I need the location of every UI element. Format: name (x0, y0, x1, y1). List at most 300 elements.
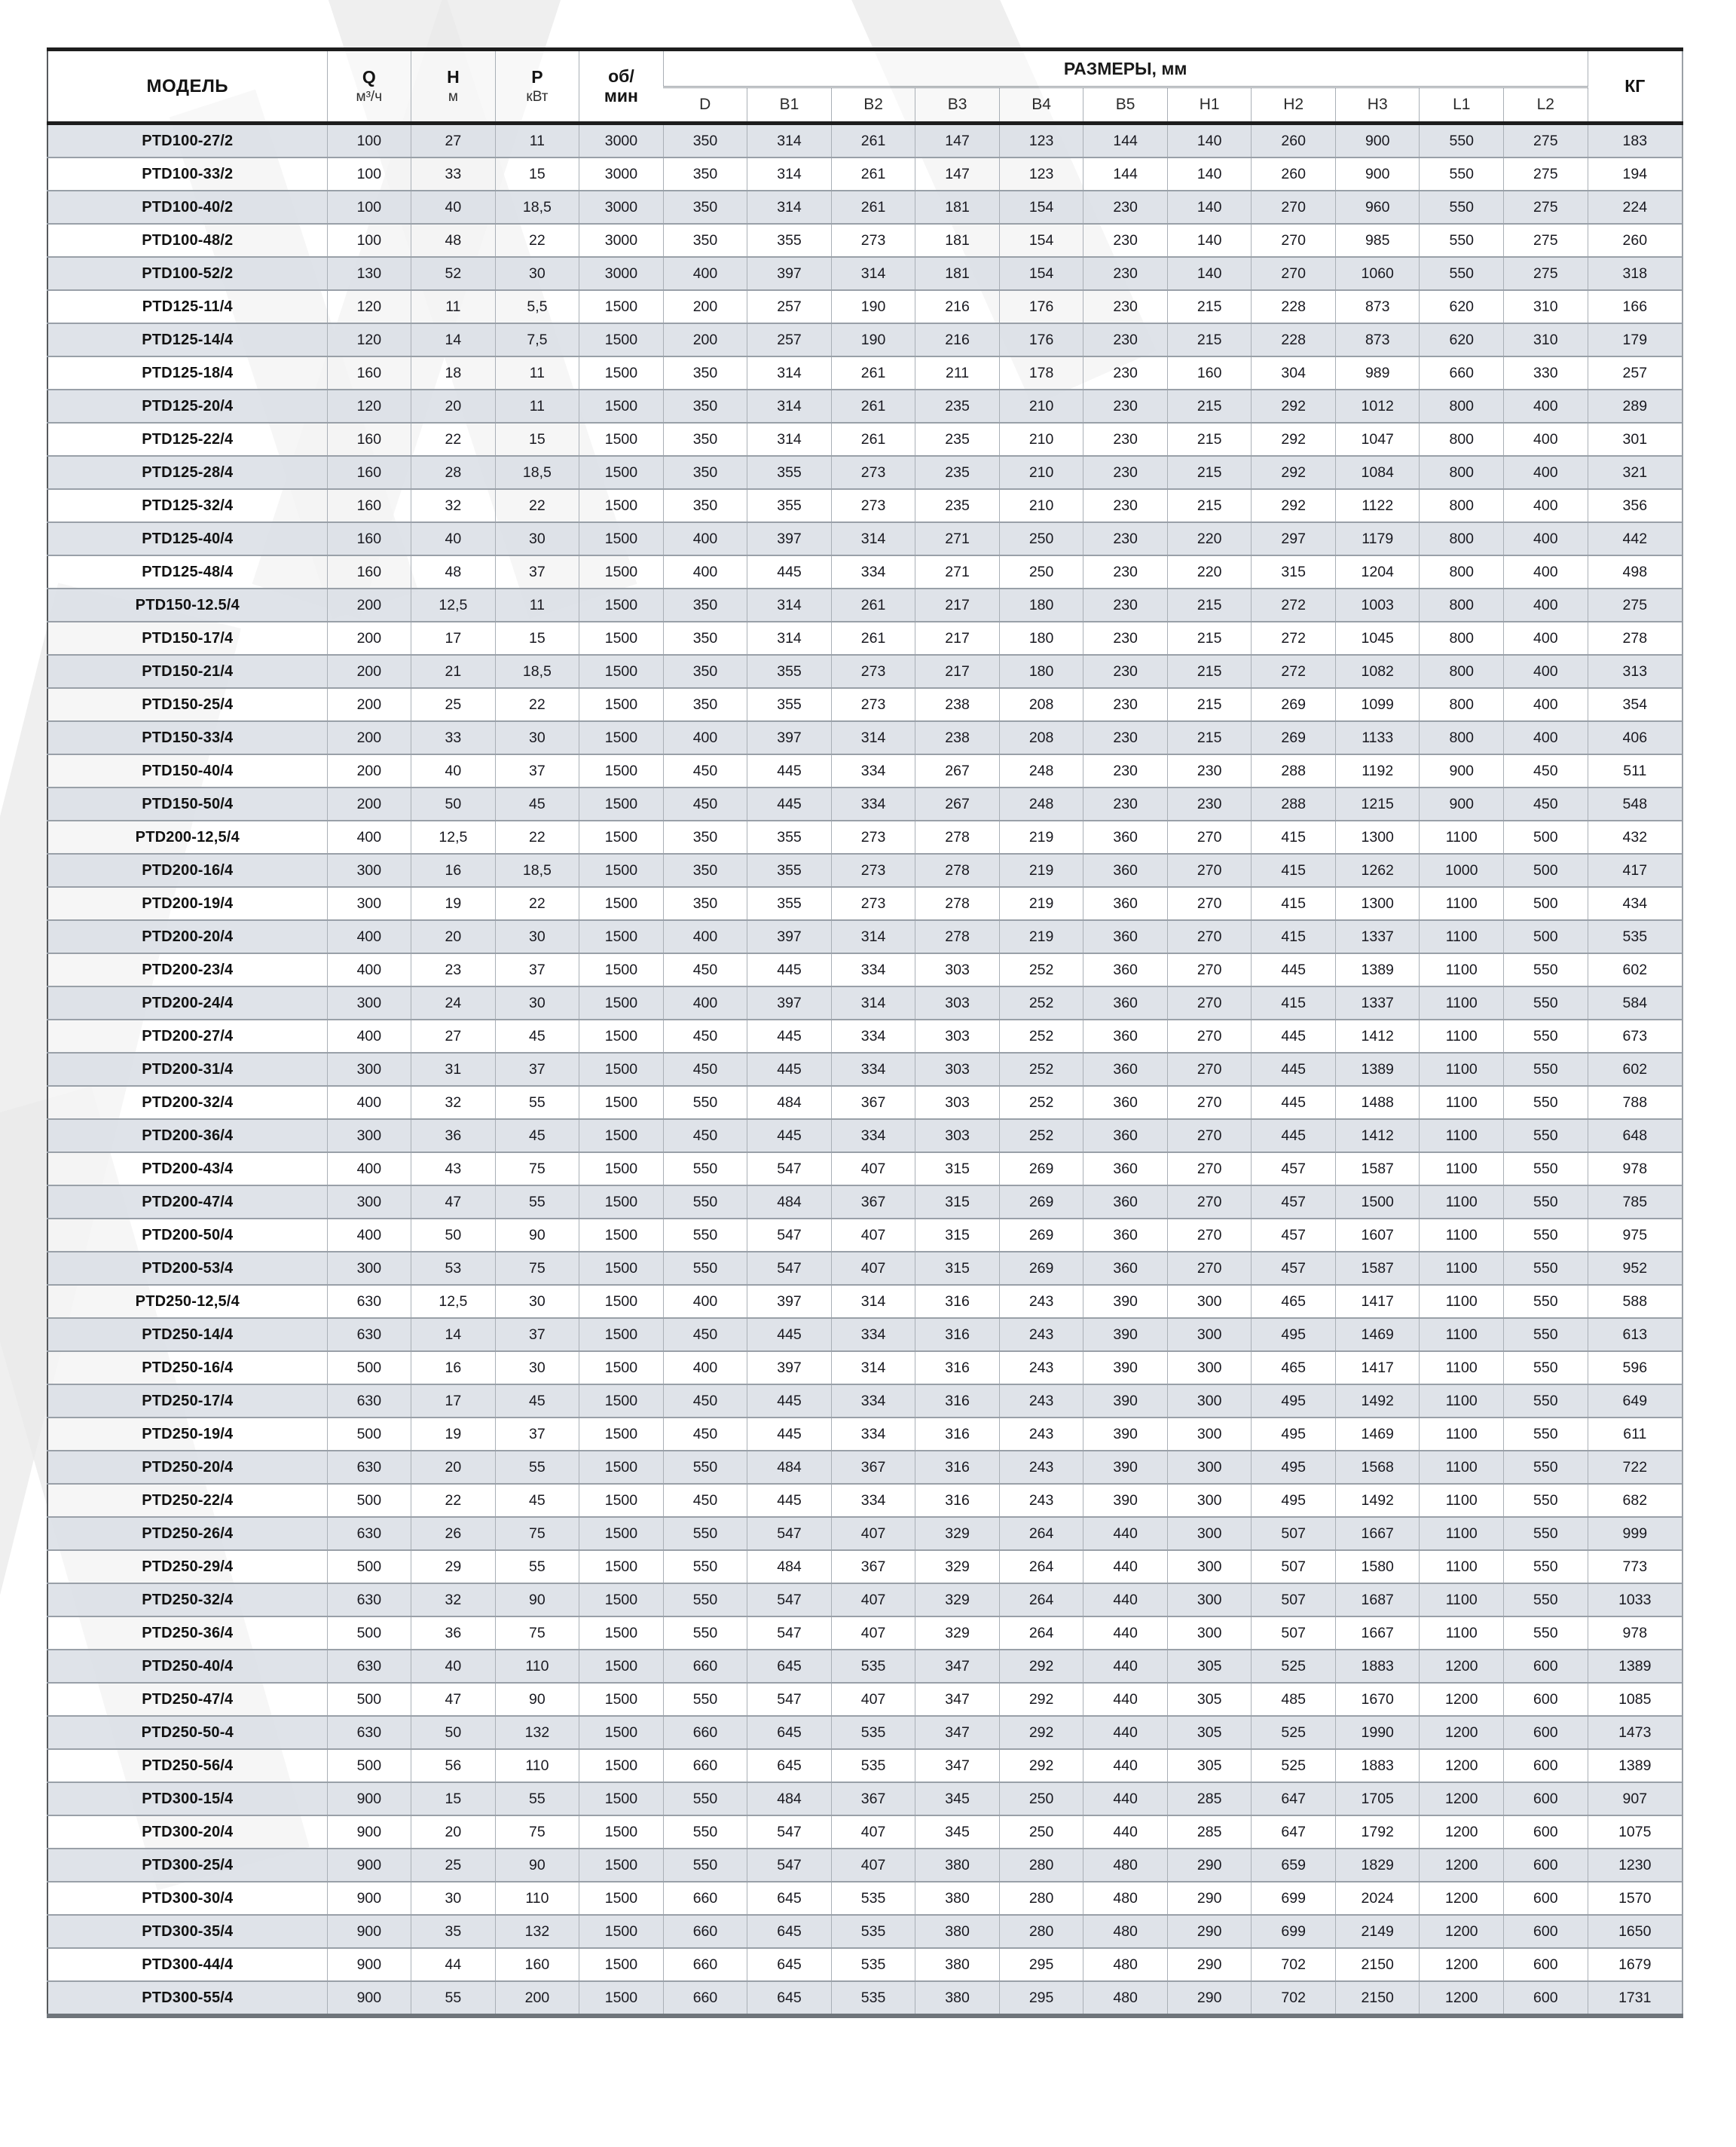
table-row (47, 655, 1683, 688)
value-cell: 224 (1588, 191, 1683, 224)
value-cell: 507 (1252, 1583, 1336, 1616)
model-cell: PTD250-26/4 (47, 1517, 327, 1550)
value-cell: 235 (915, 456, 1000, 489)
value-cell: 275 (1504, 124, 1588, 158)
value-cell: 1100 (1420, 1152, 1504, 1185)
value-cell: 415 (1252, 920, 1336, 953)
value-cell: 500 (1504, 821, 1588, 854)
value-cell: 380 (915, 1948, 1000, 1981)
value-cell: 140 (1167, 257, 1252, 290)
value-cell: 1337 (1335, 920, 1420, 953)
value-cell: 100 (327, 158, 411, 191)
value-cell: 673 (1588, 1020, 1683, 1053)
value-cell: 407 (831, 1152, 915, 1185)
value-cell: 230 (1083, 754, 1168, 788)
value-cell: 1082 (1335, 655, 1420, 688)
value-cell: 314 (747, 589, 832, 622)
value-cell: 278 (915, 854, 1000, 887)
value-cell: 345 (915, 1815, 1000, 1849)
value-cell: 1200 (1420, 1782, 1504, 1815)
value-cell: 181 (915, 224, 1000, 257)
value-cell: 1500 (1335, 1185, 1420, 1219)
model-cell: PTD300-30/4 (47, 1882, 327, 1915)
value-cell: 550 (1504, 1086, 1588, 1119)
value-cell: 900 (327, 1849, 411, 1882)
value-cell: 445 (747, 1418, 832, 1451)
value-cell: 18,5 (495, 456, 579, 489)
value-cell: 480 (1083, 1948, 1168, 1981)
model-cell: PTD125-14/4 (47, 323, 327, 356)
value-cell: 19 (411, 887, 496, 920)
table-row (47, 920, 1683, 953)
value-cell: 1100 (1420, 1318, 1504, 1351)
value-cell: 1500 (579, 1683, 664, 1716)
value-cell: 415 (1252, 986, 1336, 1020)
value-cell: 27 (411, 1020, 496, 1053)
value-cell: 273 (831, 655, 915, 688)
value-cell: 440 (1083, 1616, 1168, 1650)
value-cell: 228 (1252, 323, 1336, 356)
value-cell: 211 (915, 356, 1000, 390)
value-cell: 270 (1167, 887, 1252, 920)
value-cell: 547 (747, 1583, 832, 1616)
value-cell: 547 (747, 1252, 832, 1285)
value-cell: 261 (831, 158, 915, 191)
value-cell: 303 (915, 1053, 1000, 1086)
rpm-line1: об/ (608, 66, 634, 86)
value-cell: 270 (1252, 257, 1336, 290)
value-cell: 1500 (579, 1815, 664, 1849)
value-cell: 47 (411, 1683, 496, 1716)
value-cell: 400 (1504, 555, 1588, 589)
value-cell: 602 (1588, 1053, 1683, 1086)
value-cell: 550 (663, 1616, 747, 1650)
model-cell: PTD150-50/4 (47, 788, 327, 821)
value-cell: 235 (915, 489, 1000, 522)
value-cell: 25 (411, 1849, 496, 1882)
value-cell: 1500 (579, 1981, 664, 2016)
value-cell: 120 (327, 323, 411, 356)
value-cell: 278 (915, 821, 1000, 854)
model-cell: PTD150-17/4 (47, 622, 327, 655)
value-cell: 30 (495, 1351, 579, 1384)
value-cell: 12,5 (411, 1285, 496, 1318)
value-cell: 261 (831, 390, 915, 423)
value-cell: 547 (747, 1517, 832, 1550)
value-cell: 360 (1083, 1020, 1168, 1053)
value-cell: 1500 (579, 1285, 664, 1318)
value-cell: 314 (747, 622, 832, 655)
value-cell: 550 (1504, 1318, 1588, 1351)
value-cell: 1500 (579, 1185, 664, 1219)
value-cell: 300 (327, 1053, 411, 1086)
value-cell: 400 (1504, 456, 1588, 489)
value-cell: 45 (495, 788, 579, 821)
value-cell: 48 (411, 555, 496, 589)
value-cell: 445 (1252, 1053, 1336, 1086)
value-cell: 978 (1588, 1152, 1683, 1185)
value-cell: 800 (1420, 688, 1504, 721)
value-cell: 330 (1504, 356, 1588, 390)
value-cell: 450 (663, 1020, 747, 1053)
value-cell: 22 (495, 688, 579, 721)
value-cell: 457 (1252, 1252, 1336, 1285)
model-cell: PTD250-17/4 (47, 1384, 327, 1418)
value-cell: 180 (999, 589, 1083, 622)
value-cell: 140 (1167, 124, 1252, 158)
value-cell: 110 (495, 1650, 579, 1683)
value-cell: 480 (1083, 1849, 1168, 1882)
value-cell: 450 (663, 1119, 747, 1152)
model-cell: PTD250-56/4 (47, 1749, 327, 1782)
value-cell: 485 (1252, 1683, 1336, 1716)
value-cell: 1100 (1420, 1517, 1504, 1550)
value-cell: 219 (999, 821, 1083, 854)
value-cell: 243 (999, 1418, 1083, 1451)
value-cell: 1500 (579, 1550, 664, 1583)
value-cell: 445 (747, 788, 832, 821)
table-row (47, 821, 1683, 854)
model-cell: PTD300-25/4 (47, 1849, 327, 1882)
value-cell: 37 (495, 754, 579, 788)
value-cell: 200 (663, 290, 747, 323)
value-cell: 17 (411, 1384, 496, 1418)
value-cell: 37 (495, 1053, 579, 1086)
value-cell: 975 (1588, 1219, 1683, 1252)
value-cell: 1100 (1420, 1616, 1504, 1650)
value-cell: 390 (1083, 1384, 1168, 1418)
value-cell: 550 (1504, 1550, 1588, 1583)
value-cell: 800 (1420, 390, 1504, 423)
value-cell: 147 (915, 158, 1000, 191)
value-cell: 280 (999, 1849, 1083, 1882)
value-cell: 440 (1083, 1749, 1168, 1782)
value-cell: 1500 (579, 589, 664, 622)
value-cell: 360 (1083, 953, 1168, 986)
value-cell: 215 (1167, 323, 1252, 356)
value-cell: 360 (1083, 821, 1168, 854)
value-cell: 367 (831, 1185, 915, 1219)
value-cell: 1580 (1335, 1550, 1420, 1583)
value-cell: 440 (1083, 1815, 1168, 1849)
table-row (47, 1285, 1683, 1318)
value-cell: 1500 (579, 1882, 664, 1915)
value-cell: 900 (327, 1915, 411, 1948)
value-cell: 500 (1504, 854, 1588, 887)
value-cell: 314 (831, 257, 915, 290)
q-unit: м³/ч (356, 88, 383, 105)
value-cell: 660 (1420, 356, 1504, 390)
table-row (47, 1849, 1683, 1882)
value-cell: 250 (999, 1782, 1083, 1815)
value-cell: 269 (999, 1152, 1083, 1185)
value-cell: 550 (663, 1683, 747, 1716)
value-cell: 334 (831, 1484, 915, 1517)
value-cell: 350 (663, 158, 747, 191)
value-cell: 900 (327, 1981, 411, 2016)
value-cell: 660 (663, 1882, 747, 1915)
table-row (47, 1020, 1683, 1053)
value-cell: 1192 (1335, 754, 1420, 788)
value-cell: 1100 (1420, 1285, 1504, 1318)
value-cell: 400 (1504, 655, 1588, 688)
value-cell: 722 (1588, 1451, 1683, 1484)
value-cell: 600 (1504, 1650, 1588, 1683)
value-cell: 989 (1335, 356, 1420, 390)
value-cell: 292 (1252, 423, 1336, 456)
value-cell: 288 (1252, 754, 1336, 788)
value-cell: 55 (495, 1550, 579, 1583)
table-row (47, 1915, 1683, 1948)
model-cell: PTD250-50-4 (47, 1716, 327, 1749)
value-cell: 500 (1504, 920, 1588, 953)
value-cell: 978 (1588, 1616, 1683, 1650)
value-cell: 261 (831, 124, 915, 158)
value-cell: 1500 (579, 1484, 664, 1517)
value-cell: 261 (831, 423, 915, 456)
value-cell: 360 (1083, 1185, 1168, 1219)
value-cell: 260 (1252, 158, 1336, 191)
value-cell: 442 (1588, 522, 1683, 555)
value-cell: 350 (663, 655, 747, 688)
value-cell: 154 (999, 191, 1083, 224)
value-cell: 360 (1083, 1053, 1168, 1086)
value-cell: 702 (1252, 1948, 1336, 1981)
value-cell: 270 (1167, 854, 1252, 887)
value-cell: 1500 (579, 1749, 664, 1782)
value-cell: 217 (915, 589, 1000, 622)
value-cell: 252 (999, 953, 1083, 986)
value-cell: 550 (1504, 1418, 1588, 1451)
value-cell: 278 (915, 920, 1000, 953)
value-cell: 900 (327, 1782, 411, 1815)
value-cell: 273 (831, 887, 915, 920)
value-cell: 270 (1167, 1152, 1252, 1185)
value-cell: 660 (663, 1749, 747, 1782)
value-cell: 273 (831, 224, 915, 257)
model-cell: PTD300-44/4 (47, 1948, 327, 1981)
value-cell: 1731 (1588, 1981, 1683, 2016)
value-cell: 1500 (579, 1517, 664, 1550)
value-cell: 645 (747, 1981, 832, 2016)
value-cell: 495 (1252, 1318, 1336, 1351)
value-cell: 800 (1420, 456, 1504, 489)
value-cell: 44 (411, 1948, 496, 1981)
value-cell: 450 (663, 1318, 747, 1351)
value-cell: 1262 (1335, 854, 1420, 887)
value-cell: 300 (327, 1185, 411, 1219)
value-cell: 230 (1083, 257, 1168, 290)
value-cell: 1587 (1335, 1252, 1420, 1285)
value-cell: 269 (999, 1219, 1083, 1252)
value-cell: 350 (663, 854, 747, 887)
value-cell: 290 (1167, 1882, 1252, 1915)
value-cell: 48 (411, 224, 496, 257)
value-cell: 900 (327, 1882, 411, 1915)
dimension-col-header: B5 (1083, 87, 1168, 124)
value-cell: 144 (1083, 124, 1168, 158)
value-cell: 1100 (1420, 1086, 1504, 1119)
model-cell: PTD150-25/4 (47, 688, 327, 721)
table-row (47, 1252, 1683, 1285)
value-cell: 55 (411, 1981, 496, 2016)
value-cell: 1883 (1335, 1749, 1420, 1782)
value-cell: 190 (831, 323, 915, 356)
model-cell: PTD200-27/4 (47, 1020, 327, 1053)
value-cell: 1568 (1335, 1451, 1420, 1484)
value-cell: 360 (1083, 887, 1168, 920)
value-cell: 535 (831, 1716, 915, 1749)
value-cell: 215 (1167, 290, 1252, 323)
value-cell: 1488 (1335, 1086, 1420, 1119)
value-cell: 407 (831, 1219, 915, 1252)
value-cell: 355 (747, 821, 832, 854)
table-row (47, 456, 1683, 489)
value-cell: 35 (411, 1915, 496, 1948)
value-cell: 334 (831, 788, 915, 821)
value-cell: 55 (495, 1782, 579, 1815)
value-cell: 350 (663, 224, 747, 257)
value-cell: 1500 (579, 688, 664, 721)
column-header-kg: КГ (1588, 50, 1683, 124)
value-cell: 347 (915, 1683, 1000, 1716)
model-cell: PTD200-43/4 (47, 1152, 327, 1185)
value-cell: 400 (663, 721, 747, 754)
value-cell: 550 (1420, 158, 1504, 191)
value-cell: 290 (1167, 1849, 1252, 1882)
table-row (47, 1749, 1683, 1782)
value-cell: 1122 (1335, 489, 1420, 522)
value-cell: 270 (1167, 953, 1252, 986)
value-cell: 2150 (1335, 1981, 1420, 2016)
value-cell: 32 (411, 489, 496, 522)
value-cell: 1389 (1588, 1749, 1683, 1782)
value-cell: 200 (327, 688, 411, 721)
value-cell: 660 (663, 1650, 747, 1683)
value-cell: 300 (327, 1252, 411, 1285)
value-cell: 1500 (579, 821, 664, 854)
value-cell: 630 (327, 1583, 411, 1616)
value-cell: 550 (1420, 257, 1504, 290)
value-cell: 400 (327, 1152, 411, 1185)
value-cell: 194 (1588, 158, 1683, 191)
value-cell: 315 (915, 1152, 1000, 1185)
value-cell: 1003 (1335, 589, 1420, 622)
model-cell: PTD200-31/4 (47, 1053, 327, 1086)
value-cell: 500 (327, 1484, 411, 1517)
value-cell: 1100 (1420, 1418, 1504, 1451)
value-cell: 15 (495, 158, 579, 191)
model-cell: PTD250-22/4 (47, 1484, 327, 1517)
value-cell: 140 (1167, 224, 1252, 257)
value-cell: 208 (999, 688, 1083, 721)
value-cell: 278 (1588, 622, 1683, 655)
value-cell: 20 (411, 1451, 496, 1484)
value-cell: 630 (327, 1318, 411, 1351)
value-cell: 183 (1588, 124, 1683, 158)
value-cell: 1100 (1420, 1351, 1504, 1384)
value-cell: 303 (915, 986, 1000, 1020)
value-cell: 360 (1083, 854, 1168, 887)
value-cell: 1500 (579, 788, 664, 821)
value-cell: 356 (1588, 489, 1683, 522)
value-cell: 314 (831, 1285, 915, 1318)
value-cell: 600 (1504, 1981, 1588, 2016)
value-cell: 292 (999, 1683, 1083, 1716)
value-cell: 235 (915, 390, 1000, 423)
dimension-col-header: L2 (1504, 87, 1588, 124)
value-cell: 350 (663, 821, 747, 854)
model-cell: PTD250-19/4 (47, 1418, 327, 1451)
value-cell: 200 (327, 589, 411, 622)
value-cell: 347 (915, 1650, 1000, 1683)
value-cell: 1687 (1335, 1583, 1420, 1616)
table-row (47, 754, 1683, 788)
value-cell: 360 (1083, 1152, 1168, 1185)
value-cell: 1389 (1335, 1053, 1420, 1086)
value-cell: 985 (1335, 224, 1420, 257)
h-unit: м (448, 88, 458, 105)
value-cell: 176 (999, 290, 1083, 323)
value-cell: 397 (747, 721, 832, 754)
value-cell: 495 (1252, 1451, 1336, 1484)
value-cell: 313 (1588, 655, 1683, 688)
value-cell: 272 (1252, 655, 1336, 688)
value-cell: 269 (1252, 721, 1336, 754)
value-cell: 645 (747, 1749, 832, 1782)
value-cell: 445 (747, 754, 832, 788)
column-header-rpm (579, 50, 664, 124)
table-row (47, 1616, 1683, 1650)
model-cell: PTD300-55/4 (47, 1981, 327, 2016)
value-cell: 220 (1167, 555, 1252, 589)
value-cell: 273 (831, 854, 915, 887)
value-cell: 800 (1420, 423, 1504, 456)
value-cell: 315 (915, 1219, 1000, 1252)
value-cell: 269 (1252, 688, 1336, 721)
table-row (47, 1152, 1683, 1185)
value-cell: 3000 (579, 224, 664, 257)
value-cell: 290 (1167, 1915, 1252, 1948)
value-cell: 160 (327, 423, 411, 456)
value-cell: 303 (915, 1086, 1000, 1119)
value-cell: 22 (495, 489, 579, 522)
model-cell: PTD200-53/4 (47, 1252, 327, 1285)
value-cell: 400 (1504, 622, 1588, 655)
value-cell: 230 (1083, 589, 1168, 622)
value-cell: 1667 (1335, 1616, 1420, 1650)
value-cell: 75 (495, 1616, 579, 1650)
value-cell: 261 (831, 191, 915, 224)
table-row (47, 191, 1683, 224)
value-cell: 55 (495, 1451, 579, 1484)
value-cell: 275 (1504, 224, 1588, 257)
value-cell: 647 (1252, 1782, 1336, 1815)
value-cell: 300 (1167, 1418, 1252, 1451)
value-cell: 270 (1167, 986, 1252, 1020)
value-cell: 316 (915, 1418, 1000, 1451)
value-cell: 350 (663, 423, 747, 456)
value-cell: 1473 (1588, 1716, 1683, 1749)
value-cell: 30 (495, 721, 579, 754)
value-cell: 1500 (579, 920, 664, 953)
value-cell: 417 (1588, 854, 1683, 887)
value-cell: 952 (1588, 1252, 1683, 1285)
value-cell: 200 (327, 721, 411, 754)
value-cell: 30 (411, 1882, 496, 1915)
value-cell: 360 (1083, 1219, 1168, 1252)
value-cell: 18 (411, 356, 496, 390)
